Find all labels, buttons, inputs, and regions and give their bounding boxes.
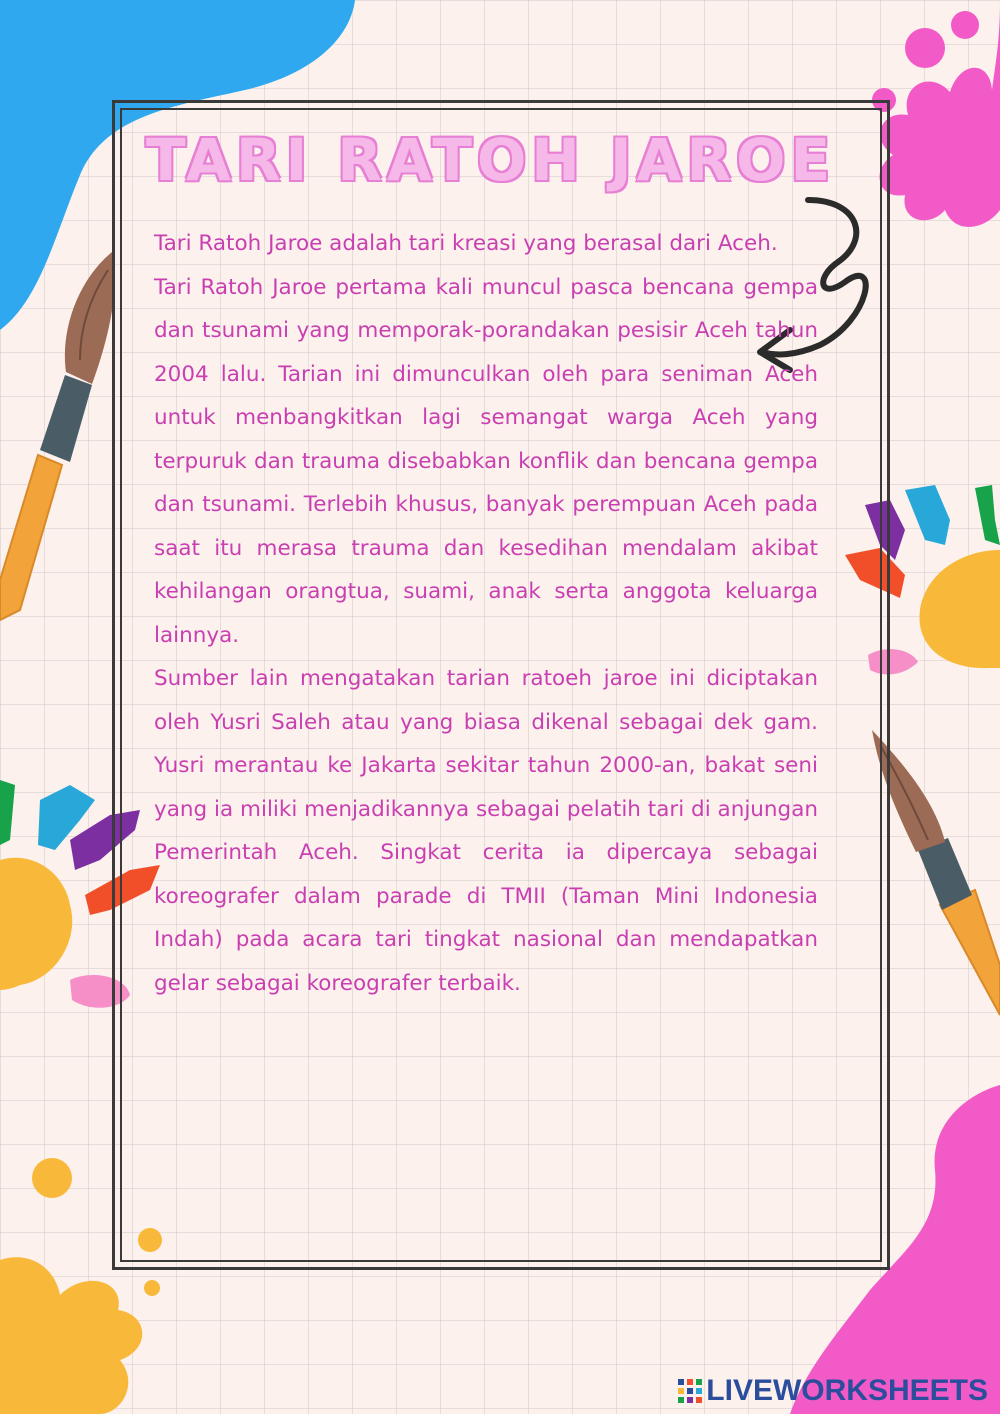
paintbrush-right: [872, 730, 1000, 1015]
liveworksheets-brand: [678, 1374, 988, 1408]
page-title: TARI RATOH JAROE: [146, 126, 836, 194]
article-body: [154, 222, 818, 1005]
paragraph-intro: Tari Ratoh Jaroe adalah tari kreasi yang berasal dari Aceh.: [154, 231, 778, 256]
paragraph-creator: Sumber lain mengatakan tarian ratoeh jaroe ini diciptakan oleh Yusri Saleh atau yang biasa dikenal sebagai dek gam. Yusri merantau ke Jakarta sekitar tahun 2000-an, bakat seni yang ia miliki menjadikannya sebagai pelatih tari di anjungan Pemerintah Aceh. Singkat cerita ia dipercaya sebagai koreografer dalam parade di TMII (Taman Mini Indonesia Indah) pada acara tari tingkat nasional dan mendapatkan gelar sebagai koreografer terbaik.: [154, 666, 818, 996]
brand-name: LIVEWORKSHEETS: [706, 1374, 988, 1407]
paragraph-origin: Tari Ratoh Jaroe pertama kali muncul pasca bencana gempa dan tsunami yang memporak-porandakan pesisir Aceh tahun 2004 lalu. Tarian ini dimunculkan oleh para seniman Aceh untuk menbangkitkan lagi semangat warga Aceh yang terpuruk dan trauma disebabkan konflik dan bencana gempa dan tsunami. Terlebih khusus, banyak perempuan Aceh pada saat itu merasa trauma dan kesedihan mendalam akibat kehilangan orangtua, suami, anak serta anggota keluarga lainnya.: [154, 274, 818, 648]
liveworksheets-logo-icon: [678, 1379, 702, 1403]
